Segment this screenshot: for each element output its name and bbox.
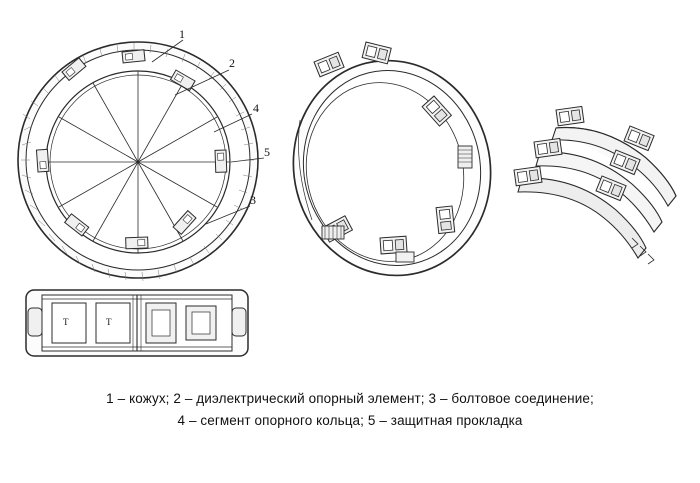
caption-line-1: 1 – кожух; 2 – диэлектрический опорный элемент; 3 – болтовое соединение; xyxy=(106,391,594,406)
section-view xyxy=(26,290,248,356)
section-label-t-right: T xyxy=(106,317,112,327)
front-view xyxy=(18,40,264,281)
figure-caption xyxy=(0,388,700,432)
callout-2: 2 xyxy=(229,56,235,70)
callout-5: 5 xyxy=(264,145,270,159)
section-label-t-left: T xyxy=(63,317,69,327)
segments-view xyxy=(514,106,676,264)
callout-4: 4 xyxy=(253,101,259,115)
caption-line-2: 4 – сегмент опорного кольца; 5 – защитная прокладка xyxy=(177,413,523,428)
isometric-view xyxy=(271,39,513,296)
callout-3: 3 xyxy=(250,193,256,207)
callout-1: 1 xyxy=(179,27,185,41)
